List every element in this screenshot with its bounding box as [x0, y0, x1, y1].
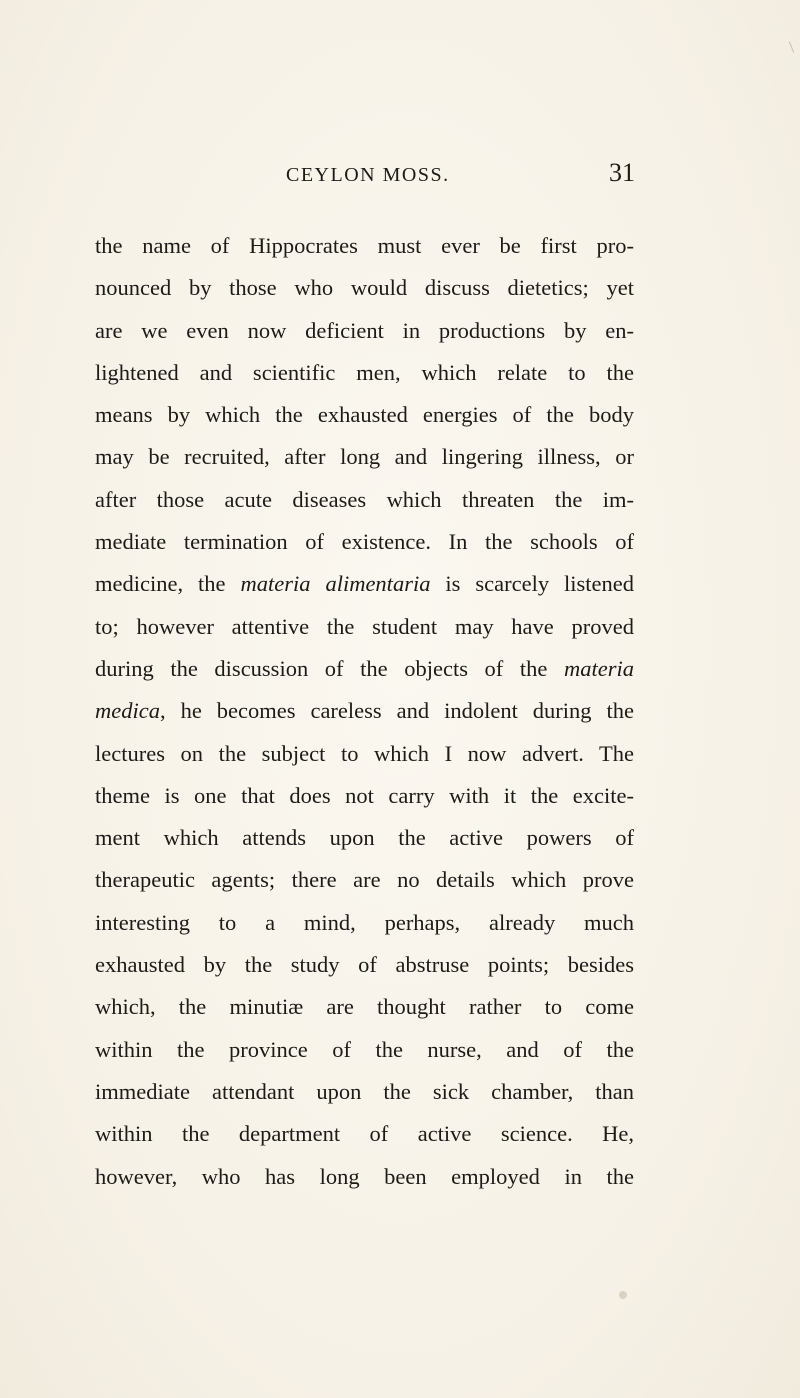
text-segment: therapeutic agents; there are no details which prove	[95, 867, 634, 893]
text-segment: after those acute diseases which threaten the im-	[95, 486, 634, 512]
text-line	[95, 944, 634, 986]
text-segment: may be recruited, after long and lingering illness, or	[95, 444, 634, 470]
text-segment: the name of Hippocrates must ever be first pro-	[95, 233, 634, 258]
text-line	[95, 817, 634, 859]
text-line	[95, 775, 634, 817]
text-segment: within the department of active science. He,	[95, 1121, 634, 1147]
text-segment: interesting to a mind, perhaps, already much	[95, 909, 634, 935]
text-line	[95, 436, 634, 478]
text-line	[95, 310, 634, 352]
text-line	[95, 352, 634, 394]
text-segment: is scarcely listened	[430, 571, 635, 597]
text-line	[95, 1029, 634, 1071]
text-segment: exhausted by the study of abstruse points; besides	[95, 952, 634, 978]
text-line	[95, 479, 634, 521]
text-line	[95, 563, 634, 605]
paper-speck	[619, 1291, 627, 1299]
text-line	[95, 1071, 634, 1113]
text-segment: within the province of the nurse, and of the	[95, 1036, 634, 1062]
body-text	[95, 225, 634, 1198]
text-line	[95, 690, 634, 732]
text-line	[95, 1113, 634, 1155]
text-line	[95, 986, 634, 1028]
text-line	[95, 225, 634, 267]
text-line	[95, 859, 634, 901]
text-segment: to; however attentive the student may have proved	[95, 613, 634, 639]
text-line	[95, 733, 634, 775]
text-line	[95, 1156, 634, 1198]
text-segment: lectures on the subject to which I now advert. The	[95, 740, 634, 766]
text-segment: medica	[95, 698, 160, 724]
text-segment: which, the minutiæ are thought rather to come	[95, 994, 634, 1020]
text-segment: means by which the exhausted energies of the body	[95, 402, 634, 428]
text-line	[95, 394, 634, 436]
text-segment: ment which attends upon the active powers of	[95, 825, 634, 851]
running-head: CEYLON MOSS.	[286, 164, 450, 186]
text-segment: theme is one that does not carry with it the excite-	[95, 782, 634, 808]
text-segment: however, who has long been employed in the	[95, 1163, 634, 1189]
text-segment: during the discussion of the objects of the	[95, 655, 564, 681]
text-segment: nounced by those who would discuss dietetics; yet	[95, 275, 634, 301]
text-segment: mediate termination of existence. In the schools of	[95, 529, 634, 555]
text-line	[95, 606, 634, 648]
text-line	[95, 521, 634, 563]
text-line	[95, 267, 634, 309]
text-segment: are we even now deficient in productions by en-	[95, 317, 634, 343]
text-line	[95, 648, 634, 690]
text-segment: immediate attendant upon the sick chamber, than	[95, 1078, 634, 1104]
page-header	[0, 160, 800, 190]
text-segment: , he becomes careless and indolent during the	[159, 698, 634, 724]
text-segment: materia	[564, 655, 634, 681]
text-line	[95, 902, 634, 944]
text-segment: materia alimentaria	[240, 571, 431, 597]
text-segment: medicine, the	[95, 571, 241, 597]
page-number: 31	[609, 158, 635, 187]
paper-mark	[789, 41, 794, 53]
text-segment: lightened and scientific men, which relate to the	[95, 359, 634, 385]
